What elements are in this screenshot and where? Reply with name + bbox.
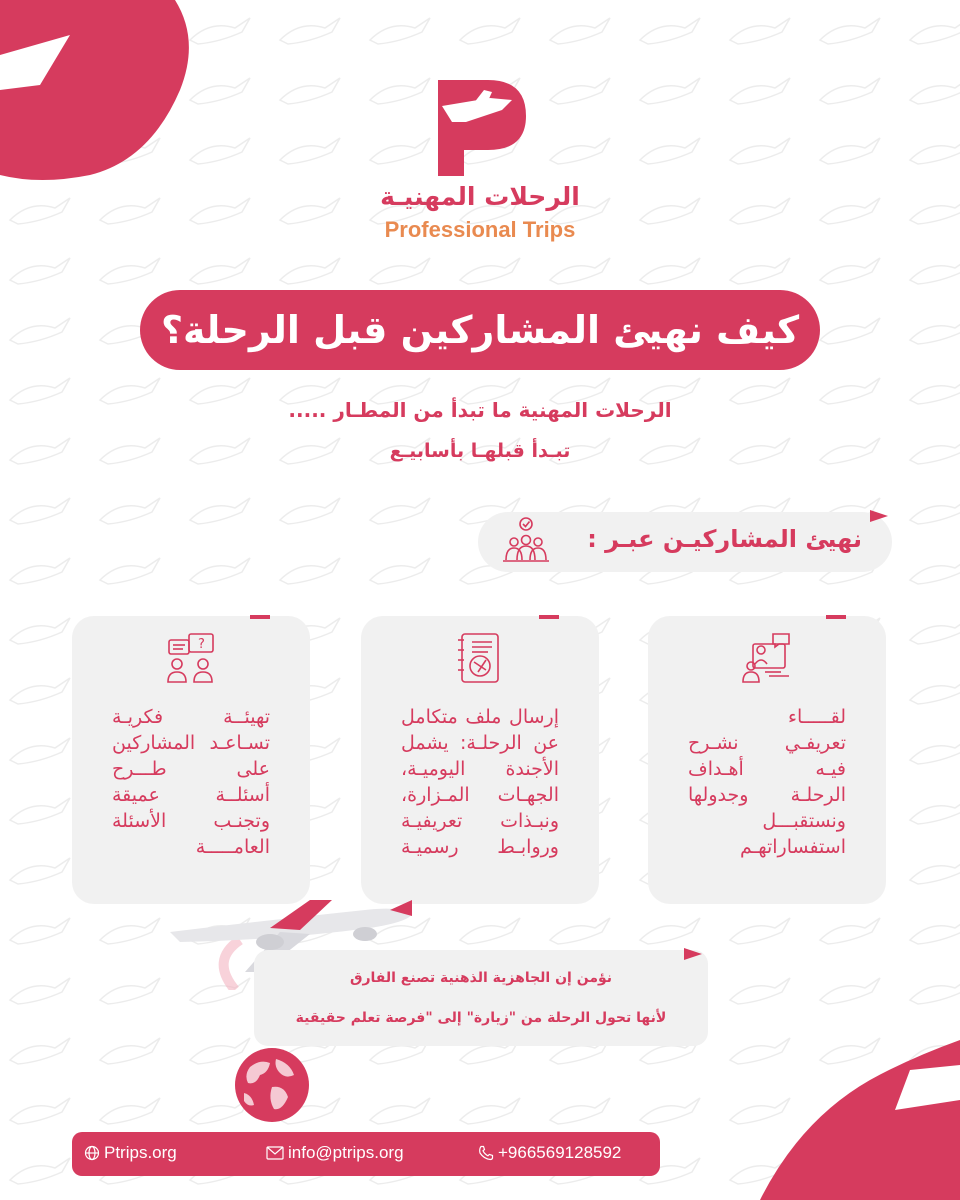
card-line: عن الرحلـة: يشمل [401, 732, 559, 754]
note-line-2: لأنها تحول الرحلة من "زيارة" إلى "فرصة تعلم حقيقية [295, 1010, 667, 1026]
mail-icon [266, 1146, 284, 1160]
card-line: ونستقبـــل [762, 810, 846, 832]
card-line: فيـه أهـداف [688, 758, 846, 780]
card-tab-marker [539, 615, 559, 619]
card-text [72, 704, 310, 860]
card-tab-marker [826, 615, 846, 619]
card-line: ونبـذات تعريفيـة [401, 810, 559, 832]
card-line: أسئلــة عميقة [112, 784, 270, 806]
phone-text: +966569128592 [498, 1143, 622, 1162]
email-text: info@ptrips.org [288, 1143, 404, 1162]
email-link[interactable] [266, 1143, 404, 1163]
airplane-p-logo-icon [430, 78, 530, 178]
card-line: الأجندة اليوميـة، [401, 758, 559, 780]
subtitle-line-2: تبـدأ قبلهـا بأسابيـع [389, 440, 571, 462]
card-line: تسـاعـد المشاركين [112, 732, 270, 754]
card-line: تهيئــة فكريـة [112, 706, 270, 728]
brand-logo [380, 78, 580, 248]
video-meeting-icon [739, 630, 795, 686]
card-line: استفساراتهـم [740, 836, 846, 858]
page-title: كيف نهيئ المشاركين قبل الرحلة؟ [140, 290, 820, 370]
card-line: الجهـات المـزارة، [401, 784, 559, 806]
globe-small-icon [84, 1145, 100, 1161]
card-mental-prep [72, 616, 310, 904]
section-label: نهيئ المشاركيـن عبـر : [587, 525, 862, 553]
card-line: لقـــــاء [788, 706, 846, 728]
card-line: العامـــــة [195, 836, 270, 858]
website-link[interactable] [84, 1143, 177, 1163]
phone-icon [478, 1145, 494, 1161]
phone-link[interactable] [478, 1143, 621, 1163]
svg-text:?: ? [198, 637, 205, 652]
card-text [648, 704, 886, 860]
card-line: إرسال ملف متكامل [401, 706, 559, 728]
contact-footer [72, 1132, 660, 1176]
card-line: وروابـط رسميـة [401, 836, 559, 858]
flag-icon [684, 948, 702, 962]
note-line-1: نؤمن إن الجاهزية الذهنية تصنع الفارق [349, 970, 613, 986]
card-tab-marker [250, 615, 270, 619]
card-line: الرحلـة وجدولها [688, 784, 846, 806]
card-line: على طـــرح [112, 758, 270, 780]
flag-icon [870, 510, 888, 524]
globe-icon [232, 1045, 312, 1125]
card-intro-meeting [648, 616, 886, 904]
section-header [478, 512, 892, 572]
card-text [361, 704, 599, 860]
corner-logo-shape-top-left [0, 0, 200, 190]
trip-document-icon [452, 630, 508, 686]
brand-name-arabic: الرحلات المهنيـة [380, 182, 580, 211]
brand-name-english: Professional Trips [384, 217, 576, 242]
corner-logo-shape-bottom-right [760, 1040, 960, 1200]
closing-note [254, 950, 708, 1046]
subtitle-line-1: الرحلات المهنية ما تبدأ من المطـار ..... [288, 398, 672, 422]
card-line: تعريفـي نشـرح [688, 732, 846, 754]
card-trip-file [361, 616, 599, 904]
card-line: وتجنـب الأسئلة [112, 810, 270, 832]
participants-group-icon [498, 516, 554, 568]
discussion-question-icon [163, 630, 219, 686]
website-text: Ptrips.org [104, 1143, 177, 1162]
